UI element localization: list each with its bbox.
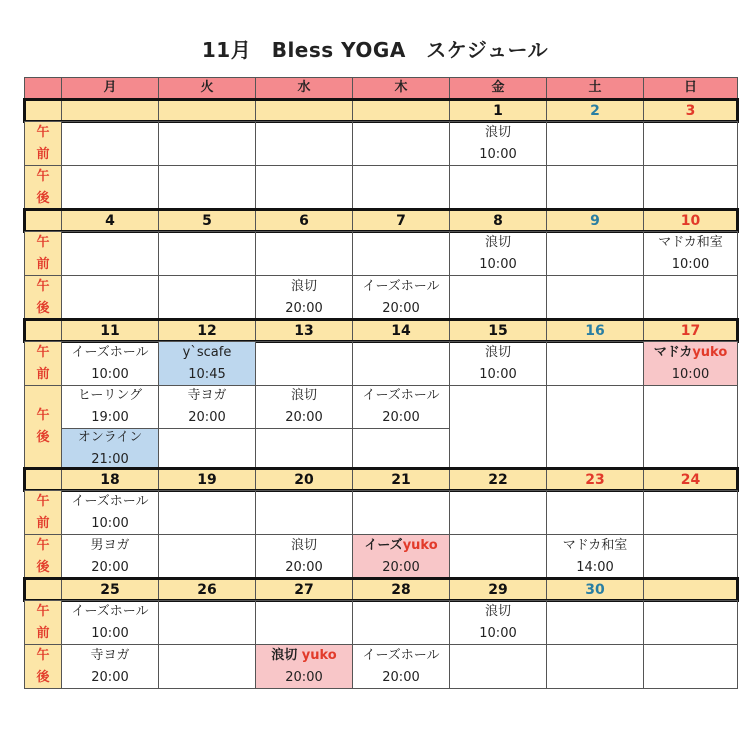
date-cell-sat: 16 (546, 319, 644, 342)
header-fri: 金 (449, 77, 547, 99)
event-line: 21:00 (91, 451, 129, 467)
date-cell-sun: 10 (643, 209, 738, 232)
side-label-pm (24, 385, 62, 469)
pm-slot-wed[interactable] (255, 275, 353, 320)
event-line: 10:00 (479, 625, 517, 641)
pm-slot-fri (449, 644, 547, 689)
pm-slot-wed (255, 165, 353, 210)
date-cell-tue: 5 (158, 209, 256, 232)
event-line: 浪切 (484, 124, 511, 140)
am-slot-mon[interactable] (61, 490, 159, 535)
am-slot-tue (158, 121, 256, 166)
event-line: 10:00 (671, 256, 710, 272)
event-line: 10:00 (91, 366, 129, 382)
date-cell-wed: 27 (255, 578, 353, 601)
pm-slot-sat (546, 385, 644, 469)
event-line: ヒーリング (77, 388, 143, 403)
date-cell-tue: 19 (158, 468, 256, 491)
am-slot-sat (546, 341, 644, 386)
am-slot-sun (643, 121, 738, 166)
pm-slot-fri (449, 534, 547, 579)
event-line: 20:00 (91, 669, 129, 685)
side-char: 午 (36, 603, 50, 619)
event-instructor: yuko (402, 537, 438, 553)
event-line: 浪切 (484, 344, 511, 360)
date-cell-mon: 25 (61, 578, 159, 601)
pm-slot-sat (546, 644, 644, 689)
am-slot-fri[interactable] (449, 600, 547, 645)
pm-slot-mon[interactable] (61, 534, 159, 579)
event-line: 浪切 (290, 388, 317, 403)
event-line: 20:00 (382, 669, 420, 685)
date-cell-sun: 17 (643, 319, 738, 342)
event-line: イーズホール (71, 493, 149, 509)
date-cell-fri: 8 (449, 209, 547, 232)
am-slot-thu (352, 231, 450, 276)
pm-slot-wed[interactable] (255, 644, 353, 689)
am-slot-sun (643, 490, 738, 535)
am-slot-fri[interactable] (449, 231, 547, 276)
pm-slot-fri (449, 385, 547, 469)
event-line: 20:00 (91, 559, 129, 575)
header-sat: 土 (546, 77, 644, 99)
side-label-am (24, 121, 62, 166)
am-slot-sun[interactable] (643, 231, 738, 276)
event-line: 10:00 (479, 366, 517, 382)
event-line: 20:00 (285, 300, 323, 316)
side-char: 午 (36, 493, 50, 509)
date-cell-sat: 30 (546, 578, 644, 601)
event-place: 浪切 (271, 647, 302, 663)
pm-slot-sat[interactable] (546, 534, 644, 579)
event-line: マドカ和室 (658, 234, 723, 250)
pm-slot-thu[interactable] (352, 275, 450, 320)
date-row-corner (24, 319, 62, 342)
am-slot-thu (352, 490, 450, 535)
am-slot-fri[interactable] (449, 121, 547, 166)
date-cell-fri: 29 (449, 578, 547, 601)
am-slot-tue[interactable] (158, 341, 256, 386)
side-char: 午 (36, 408, 50, 423)
date-cell-wed: 6 (255, 209, 353, 232)
side-char: 午 (36, 124, 50, 140)
event-line: 20:00 (188, 410, 226, 425)
event-line: 浪切 (484, 234, 511, 250)
pm-slot-thu (352, 165, 450, 210)
side-char: 午 (36, 278, 50, 294)
event-place: マドカ (653, 344, 693, 360)
side-char: 前 (36, 366, 50, 382)
event-title (654, 342, 728, 364)
event-line: 20:00 (285, 410, 323, 425)
am-slot-sat (546, 600, 644, 645)
header-tue: 火 (158, 77, 256, 99)
date-cell-fri: 15 (449, 319, 547, 342)
date-cell-sat: 23 (546, 468, 644, 491)
side-label-pm (24, 275, 62, 320)
date-row-corner (24, 99, 62, 122)
event-place: イーズ (364, 537, 403, 553)
date-cell-sun (643, 578, 738, 601)
event-line: イーズホール (362, 388, 440, 403)
date-cell-tue (158, 99, 256, 122)
side-char: 午 (36, 234, 50, 250)
am-slot-sat (546, 490, 644, 535)
am-slot-sat (546, 231, 644, 276)
pm-slot2-wed (255, 428, 353, 469)
pm-slot-fri (449, 275, 547, 320)
side-char: 後 (36, 430, 50, 445)
pm-slot-mon[interactable] (61, 644, 159, 689)
side-label-pm (24, 644, 62, 689)
pm-slot-sat (546, 165, 644, 210)
event-line: 14:00 (576, 559, 614, 575)
pm-slot-thu[interactable] (352, 534, 450, 579)
date-cell-mon: 11 (61, 319, 159, 342)
am-slot-mon[interactable] (61, 600, 159, 645)
event-line: 男ヨガ (90, 537, 130, 553)
am-slot-wed (255, 490, 353, 535)
event-line: 寺ヨガ (187, 388, 227, 403)
date-cell-sat: 9 (546, 209, 644, 232)
pm-slot-sun (643, 275, 738, 320)
date-cell-mon: 18 (61, 468, 159, 491)
side-label-am (24, 600, 62, 645)
am-slot-wed (255, 600, 353, 645)
am-slot-mon (61, 121, 159, 166)
date-cell-sun: 3 (643, 99, 738, 122)
event-line: 寺ヨガ (90, 647, 130, 663)
header-sun: 日 (643, 77, 738, 99)
pm-slot-tue[interactable] (158, 385, 256, 429)
date-cell-sun: 24 (643, 468, 738, 491)
event-line: 10:45 (188, 366, 226, 382)
side-char: 前 (36, 146, 50, 162)
side-char: 後 (36, 559, 50, 575)
pm-slot-tue (158, 644, 256, 689)
event-line: イーズホール (71, 603, 149, 619)
am-slot-sat (546, 121, 644, 166)
pm-slot-sat (546, 275, 644, 320)
event-title (271, 645, 337, 667)
am-slot-wed (255, 121, 353, 166)
event-line: 20:00 (382, 410, 420, 425)
event-line: 10:00 (91, 625, 129, 641)
date-cell-thu: 28 (352, 578, 450, 601)
pm-slot-thu[interactable] (352, 385, 450, 429)
event-title (364, 535, 437, 557)
event-line: 20:00 (382, 559, 420, 575)
date-cell-thu: 7 (352, 209, 450, 232)
pm-slot2-thu (352, 428, 450, 469)
event-line: 19:00 (91, 410, 129, 425)
event-line: 浪切 (290, 537, 317, 553)
pm-slot-sun (643, 165, 738, 210)
event-line: オンライン (77, 429, 143, 445)
pm-slot-fri (449, 165, 547, 210)
am-slot-mon[interactable] (61, 341, 159, 386)
am-slot-thu (352, 600, 450, 645)
date-cell-tue: 26 (158, 578, 256, 601)
event-line: イーズホール (362, 278, 440, 294)
pm-slot-tue (158, 275, 256, 320)
am-slot-tue (158, 231, 256, 276)
event-line: 浪切 (290, 278, 317, 294)
date-row-corner (24, 578, 62, 601)
date-cell-mon (61, 99, 159, 122)
am-slot-thu (352, 341, 450, 386)
date-cell-wed: 13 (255, 319, 353, 342)
event-line: y`scafe (182, 344, 232, 360)
date-cell-sat: 2 (546, 99, 644, 122)
date-cell-thu: 21 (352, 468, 450, 491)
page-title: 11月 Bless YOGA スケジュール (201, 38, 549, 62)
side-char: 後 (36, 190, 50, 206)
side-char: 前 (36, 256, 50, 272)
event-line: 10:00 (479, 146, 517, 162)
pm-slot2-tue (158, 428, 256, 469)
pm-slot-thu[interactable] (352, 644, 450, 689)
pm-slot-wed[interactable] (255, 385, 353, 429)
event-line: 10:00 (479, 256, 517, 272)
pm-slot-tue (158, 534, 256, 579)
side-char: 後 (36, 669, 50, 685)
event-line: 10:00 (671, 366, 710, 382)
side-char: 前 (36, 515, 50, 531)
pm-slot-sun (643, 385, 738, 469)
am-slot-sun (643, 600, 738, 645)
header-corner (24, 77, 62, 99)
side-label-pm (24, 165, 62, 210)
pm-slot-tue (158, 165, 256, 210)
side-char: 午 (36, 537, 50, 553)
event-line: 10:00 (91, 515, 129, 531)
side-char: 前 (36, 625, 50, 641)
side-char: 午 (36, 647, 50, 663)
pm-slot-mon (61, 275, 159, 320)
date-cell-tue: 12 (158, 319, 256, 342)
side-char: 後 (36, 300, 50, 316)
side-char: 午 (36, 168, 50, 184)
side-label-am (24, 490, 62, 535)
am-slot-thu (352, 121, 450, 166)
date-row-corner (24, 209, 62, 232)
date-cell-fri: 1 (449, 99, 547, 122)
header-mon: 月 (61, 77, 159, 99)
date-row-corner (24, 468, 62, 491)
event-line: マドカ和室 (562, 537, 628, 553)
date-cell-thu (352, 99, 450, 122)
side-char: 午 (36, 344, 50, 360)
side-label-pm (24, 534, 62, 579)
am-slot-mon (61, 231, 159, 276)
header-wed: 水 (255, 77, 353, 99)
event-line: 20:00 (382, 300, 420, 316)
date-cell-wed: 20 (255, 468, 353, 491)
am-slot-wed (255, 341, 353, 386)
event-line: イーズホール (71, 344, 149, 360)
am-slot-wed (255, 231, 353, 276)
pm-slot-mon (61, 165, 159, 210)
am-slot-fri (449, 490, 547, 535)
date-cell-mon: 4 (61, 209, 159, 232)
am-slot-tue (158, 600, 256, 645)
date-cell-fri: 22 (449, 468, 547, 491)
event-instructor: yuko (301, 647, 337, 663)
header-thu: 木 (352, 77, 450, 99)
am-slot-sun[interactable] (643, 341, 738, 386)
pm-slot-wed[interactable] (255, 534, 353, 579)
pm-slot-mon[interactable] (61, 385, 159, 429)
event-line: 浪切 (484, 603, 511, 619)
event-line: 20:00 (285, 669, 323, 685)
date-cell-wed (255, 99, 353, 122)
pm-slot-sun (643, 644, 738, 689)
event-line: 20:00 (285, 559, 323, 575)
event-instructor: yuko (692, 344, 728, 360)
event-line: イーズホール (362, 647, 440, 663)
side-label-am (24, 341, 62, 386)
date-cell-thu: 14 (352, 319, 450, 342)
am-slot-fri[interactable] (449, 341, 547, 386)
pm-slot-sun (643, 534, 738, 579)
pm-slot2-mon[interactable] (61, 428, 159, 469)
am-slot-tue (158, 490, 256, 535)
side-label-am (24, 231, 62, 276)
